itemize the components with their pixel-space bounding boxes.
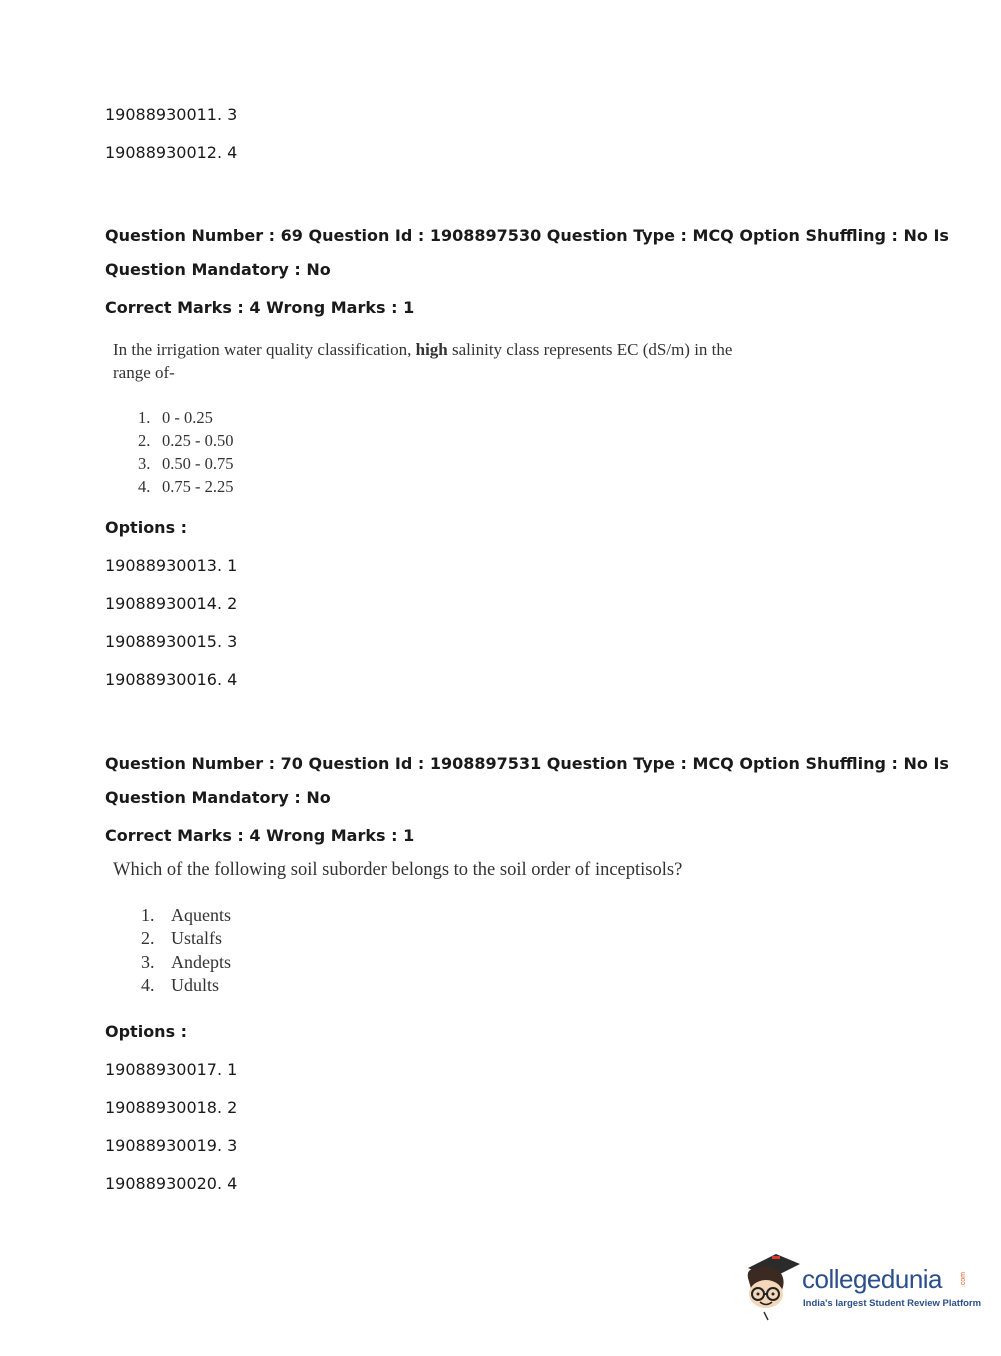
option-line: 19088930015. 3 [105, 632, 238, 651]
collegedunia-logo [742, 1250, 982, 1322]
choice-list [138, 406, 234, 498]
question-marks: Correct Marks : 4 Wrong Marks : 1 [105, 826, 415, 845]
option-line: 19088930020. 4 [105, 1174, 238, 1193]
choice-item: 4. Udults [141, 974, 220, 995]
options-label: Options : [105, 518, 188, 537]
choice-list [141, 904, 231, 997]
option-line: 19088930012. 4 [105, 143, 238, 162]
logo-wordmark: collegedunia [802, 1264, 943, 1294]
option-line: 19088930011. 3 [105, 105, 238, 124]
question-header: Question Number : 70 Question Id : 1908897531 Question Type : MCQ Option Shuffling : No Is [105, 754, 949, 773]
option-line: 19088930018. 2 [105, 1098, 238, 1117]
choice-item: 3. 0.50 - 0.75 [138, 454, 234, 473]
choice-item: 2. Ustalfs [141, 928, 222, 949]
option-line: 19088930014. 2 [105, 594, 238, 613]
choice-item: 1. 0 - 0.25 [138, 408, 213, 427]
question-text: In the irrigation water quality classification, high salinity class represents EC (dS/m) in the range of- [113, 340, 733, 382]
question-marks: Correct Marks : 4 Wrong Marks : 1 [105, 298, 415, 317]
logo-tagline: India's largest Student Review Platform [803, 1298, 982, 1309]
option-line: 19088930019. 3 [105, 1136, 238, 1155]
logo-suffix: .com [960, 1272, 967, 1288]
question-mandatory: Question Mandatory : No [105, 260, 331, 279]
mascot-icon [742, 1250, 802, 1322]
choice-item: 2. 0.25 - 0.50 [138, 431, 234, 450]
choice-item: 3. Andepts [141, 951, 231, 972]
question-mandatory: Question Mandatory : No [105, 788, 331, 807]
option-line: 19088930017. 1 [105, 1060, 238, 1079]
question-text: Which of the following soil suborder belongs to the soil order of inceptisols? [113, 860, 683, 880]
option-line: 19088930013. 1 [105, 556, 238, 575]
choice-item: 1. Aquents [141, 905, 231, 925]
choice-item: 4. 0.75 - 2.25 [138, 477, 234, 496]
options-label: Options : [105, 1022, 188, 1041]
option-line: 19088930016. 4 [105, 670, 238, 689]
question-header: Question Number : 69 Question Id : 1908897530 Question Type : MCQ Option Shuffling : No Is [105, 226, 949, 245]
